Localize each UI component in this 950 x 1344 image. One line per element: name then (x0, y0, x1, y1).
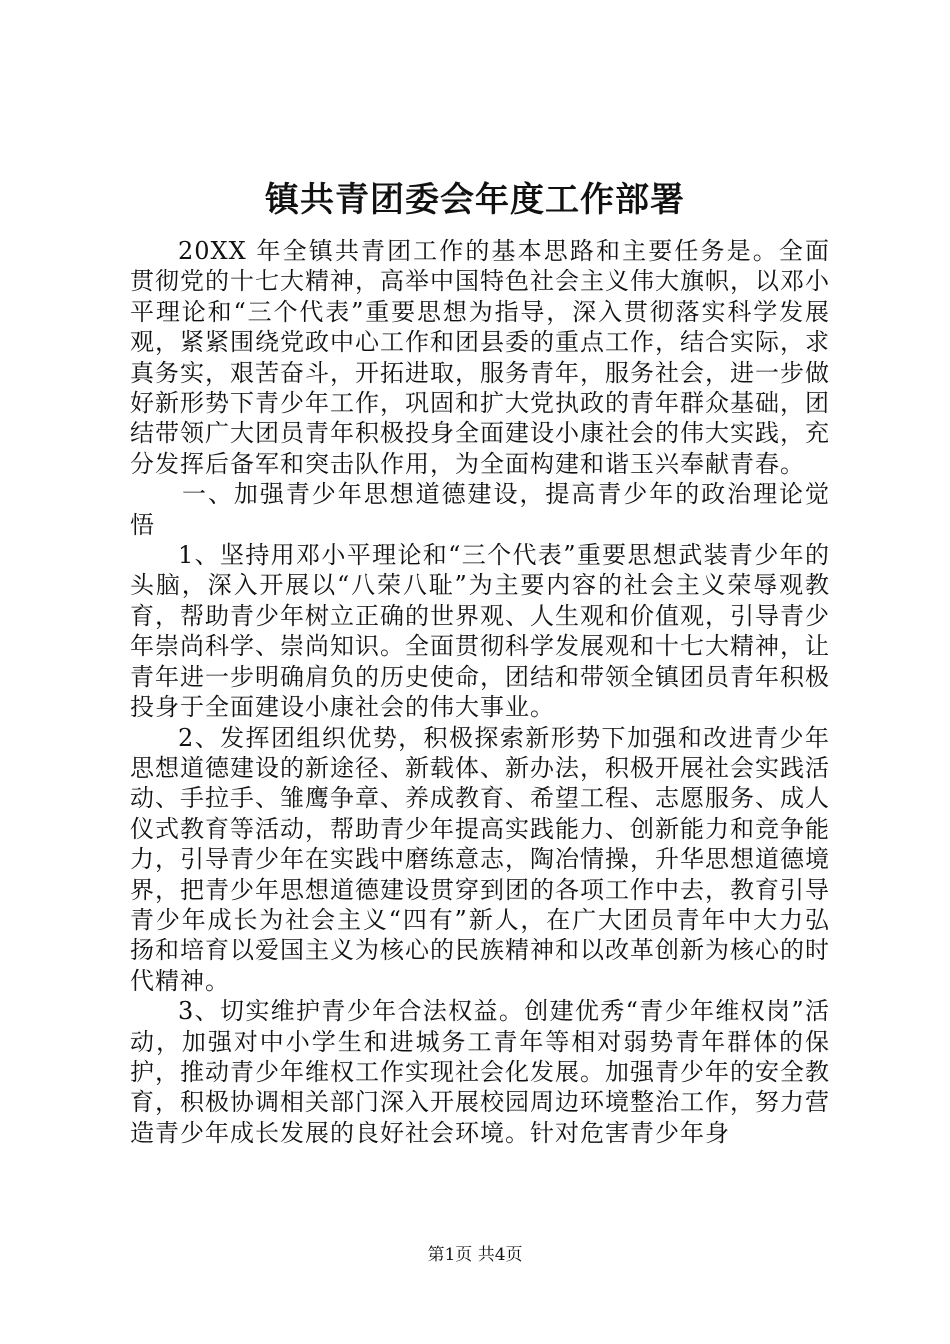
page-number-footer: 第1页 共4页 (427, 1245, 523, 1265)
document-body (130, 236, 830, 1148)
section-heading-1: 一、加强青少年思想道德建设，提高青少年的政治理论觉悟 (130, 480, 830, 539)
document-title: 镇共青团委会年度工作部署 (265, 180, 685, 220)
paragraph-item-3: 3、切实维护青少年合法权益。创建优秀“青少年维权岗”活动，加强对中小学生和进城务工青年等相对弱势青年群体的保护，推动青少年维权工作实现社会化发展。加强青少年的安全教育，积极协调相关部门深入开展校园周边环境整治工作，努力营造青少年成长发展的良好社会环境。针对危害青少年身 (130, 997, 830, 1147)
paragraph-intro: 20XX 年全镇共青团工作的基本思路和主要任务是。全面贯彻党的十七大精神，高举中国特色社会主义伟大旗帜，以邓小平理论和“三个代表”重要思想为指导，深入贯彻落实科学发展观，紧紧围绕党政中心工作和团县委的重点工作，结合实际，求真务实，艰苦奋斗，开拓进取，服务青年，服务社会，进一步做好新形势下青少年工作，巩固和扩大党执政的青年群众基础，团结带领广大团员青年积极投身全面建设小康社会的伟大实践，充分发挥后备军和突击队作用，为全面构建和谐玉兴奉献青春。 (130, 237, 830, 478)
paragraph-item-1: 1、坚持用邓小平理论和“三个代表”重要思想武装青少年的头脑，深入开展以“八荣八耻”为主要内容的社会主义荣辱观教育，帮助青少年树立正确的世界观、人生观和价值观，引导青少年崇尚科学、崇尚知识。全面贯彻科学发展观和十七大精神，让青年进一步明确肩负的历史使命，团结和带领全镇团员青年积极投身于全面建设小康社会的伟大事业。 (130, 541, 830, 722)
paragraph-item-2: 2、发挥团组织优势，积极探索新形势下加强和改进青少年思想道德建设的新途径、新载体、新办法，积极开展社会实践活动、手拉手、雏鹰争章、养成教育、希望工程、志愿服务、成人仪式教育等活动，帮助青少年提高实践能力、创新能力和竞争能力，引导青少年在实践中磨练意志，陶冶情操，升华思想道德境界，把青少年思想道德建设贯穿到团的各项工作中去，教育引导青少年成长为社会主义“四有”新人，在广大团员青年中大力弘扬和培育以爱国主义为核心的民族精神和以改革创新为核心的时代精神。 (130, 723, 830, 995)
